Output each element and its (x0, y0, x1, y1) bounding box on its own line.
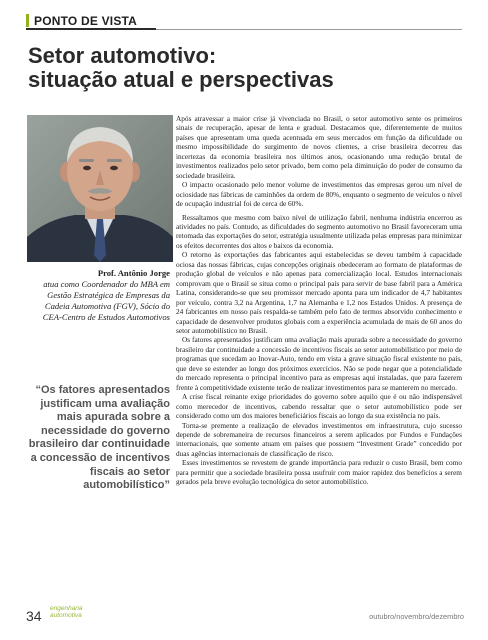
article-paragraph: Torna-se premente a realização de elevados investimentos em infraestrutura, cujo sucesso depende de sobremaneira de recursos financeiros a serem aplicados por Fundos e Fundações internacionais, que somente atuam em países que possuem “Investment Grade” concedido por duas agências internacionais de classificação de risco. (176, 420, 462, 458)
article-paragraph: O impacto ocasionado pelo menor volume de investimentos das empresas gerou um nível de ociosidade nas fábricas de caminhões da ordem de 80%, enquanto o segmento de veículos o nível de ocupação industrial foi de cerca de 60%. (176, 180, 462, 209)
article-paragraph: O retorno às exportações das fabricantes aqui estabelecidas se deveu também à capacidade ociosa das nossas fábricas, cujas concepções originais obedeceram ao formato de plataformas de produção global de veículos e não apenas para comercialização local. Estudos internacionais comprovam que o Brasil se situa como o principal país para servir de base fabril para a América Latina, considerando-se que seu promissor mercado aponta para um indicador de 4,7 habitantes por veículo, contra 3,2 na Argentina, 1,7 na Alemanha e 1,2 nos Estados Unidos. A presença de 24 fabricantes em nosso país respalda-se também pelo fato de termos absorvido conhecimento e capacidade de desenvolver produtos globais com a experiência acumulada de mais de 60 anos do setor automobilístico no Brasil. (176, 250, 462, 335)
header-rule (156, 29, 462, 30)
title-line-2: situação atual e perspectivas (28, 67, 334, 92)
article-title (28, 44, 468, 92)
article-paragraph: Os fatores apresentados justificam uma avaliação mais apurada sobre a necessidade do governo brasileiro dar continuidade a concessão de incentivos fiscais ao setor automobilístico por meio de programas que sucedam ao Inovar-Auto, tendo em vista a grave situação fiscal existente no país, que deve se estender ao longo dos próximos exercícios. Não se pode negar que a potencialidade do mercado representa o principal incentivo para as empresas aqui instaladas, que para fazerem frente à competitividade existente terão de realizar investimentos para se manterem no mercado. (176, 335, 462, 392)
pull-quote: “Os fatores apresentados justificam uma avaliação mais apurada sobre a necessidade do governo brasileiro dar continuidade a concessão de incentivos fiscais ao setor automobilístico” (28, 384, 170, 492)
edition-label: outubro/novembro/dezembro (369, 612, 464, 621)
brand-line-1: engenharia (50, 605, 83, 612)
author-caption (24, 268, 170, 323)
author-portrait-image (27, 115, 173, 262)
magazine-brand (50, 606, 120, 619)
author-name: Prof. Antônio Jorge (97, 268, 170, 278)
article-paragraph: Ressaltamos que mesmo com baixo nível de utilização fabril, nenhuma indústria encerrou as atividades no país. Contudo, as dificuldades do segmento automotivo no Brasil favoreceram uma retomada das exportações do setor, estratégia usualmente utilizada pelas empresas para minimizar os efeitos decorrentes dos altos e baixos da economia. (176, 212, 462, 250)
page-number: 34 (26, 608, 42, 624)
article-paragraph: Esses investimentos se revestem de grande importância para reduzir o custo Brasil, bem como para permitir que a sociedade brasileira possa usufruir com maior rapidez dos benefícios a serem gerados pela breve evolução tecnológica do setor automobilístico. (176, 458, 462, 487)
author-photo (27, 115, 173, 262)
article-paragraph: Após atravessar a maior crise já vivenciada no Brasil, o setor automotivo sente os primeiros sinais de recuperação, apesar de lenta e gradual. Destacamos que, diferentemente de muitos países que apresentam uma queda acentuada em seus mercados em função da dificuldade ou mesmo impossibilidade do surgimento de novos clientes, a crise brasileira decorreu das incertezas da economia brasileira nos últimos anos, ocasionando uma redução brutal de investimentos realizados pelo setor privado, bem como pela diminuição do poder de consumo da sociedade brasileira. (176, 114, 462, 180)
article-body (176, 114, 462, 487)
author-role: atua como Coordenador do MBA em Gestão Estratégica de Empresas da Cadeia Automotiva (FGV), Sócio do CEA-Centro de Estudos Automotivos (42, 279, 170, 322)
title-line-1: Setor automotivo: (28, 43, 217, 68)
brand-line-2: automotiva (50, 611, 82, 619)
article-paragraph: A crise fiscal reinante exige prioridades do governo sobre aquilo que é ou não indispensável como merecedor de incentivos, cabendo ressaltar que o setor automobilístico pode ser considerado como um dos maiores beneficiários fiscais ao longo da sua existência no país. (176, 392, 462, 421)
section-header (26, 12, 156, 30)
section-label: PONTO DE VISTA (34, 14, 138, 28)
